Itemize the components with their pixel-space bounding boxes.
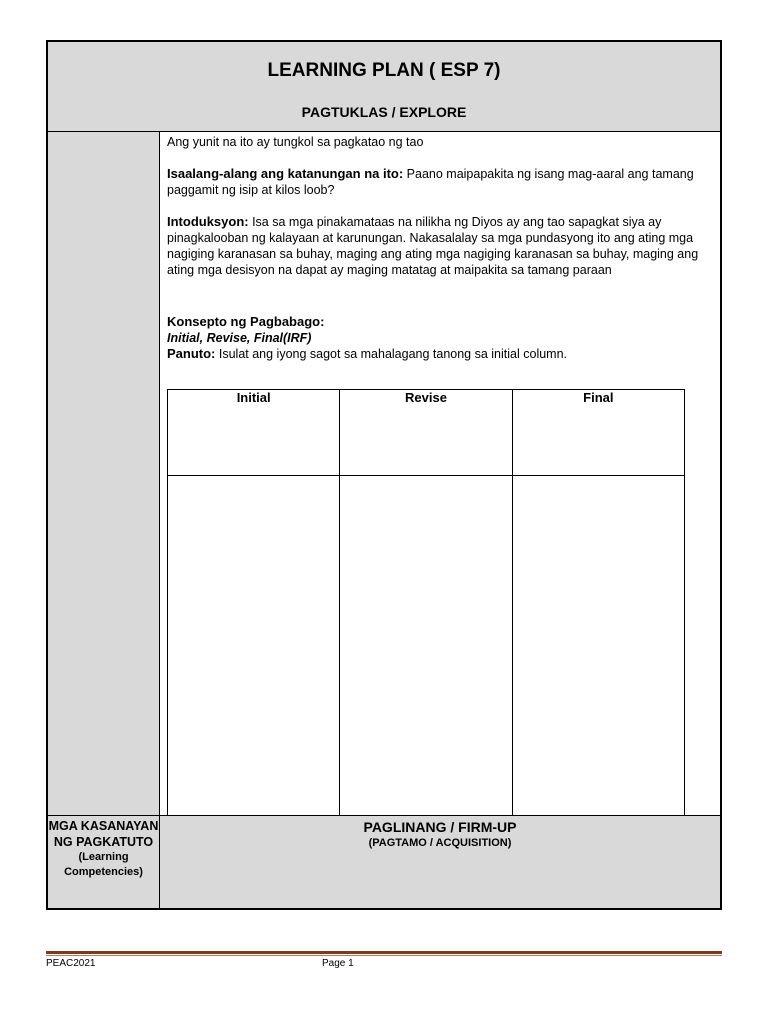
irf-answer-row [168, 476, 685, 816]
intro-paragraph [167, 214, 720, 278]
concept-sub: Initial, Revise, Final(IRF) [167, 331, 312, 345]
question-text: Paano maipapakita ng isang mag-aaral ang tamang paggamit ng isip at kilos loob? [167, 167, 694, 197]
page-number: Page 1 [322, 958, 354, 969]
learning-plan-frame [46, 40, 722, 910]
competencies-cell [48, 815, 160, 908]
concept-label: Konsepto ng Pagbabago: [167, 314, 325, 329]
competencies-label: MGA KASANAYAN NG PAGKATUTO [48, 819, 159, 849]
panuto-text: Isulat ang iyong sagot sa mahalagang tanong sa initial column. [215, 347, 568, 361]
footer-label: PEAC2021 [46, 958, 96, 969]
panuto-paragraph [167, 346, 720, 362]
irf-cell-revise[interactable] [340, 476, 512, 816]
intro-text: Isa sa mga pinakamataas na nilikha ng Diyos ay ang tao sapagkat siya ay pinagkalooban ng kalayaan at karunungan. Nakasalalay sa mga pundasyong ito ang ating mga nagiging karanasan sa buhay, maging ang ating mga nagiging karanasan sa buhay, maging ang ating mga desisyon na dapat ay maging matatag at maipakita sa tamang paraan [167, 215, 699, 277]
irf-col-initial: Initial [168, 390, 340, 476]
intro-label: Intoduksyon: [167, 214, 249, 229]
question-paragraph [167, 166, 720, 198]
plan-header [48, 42, 720, 132]
irf-cell-final[interactable] [512, 476, 684, 816]
page-title: LEARNING PLAN ( ESP 7) [267, 60, 501, 81]
irf-header-row [168, 390, 685, 476]
panuto-label: Panuto: [167, 346, 216, 361]
unit-intro: Ang yunit na ito ay tungkol sa pagkatao ng tao [167, 135, 424, 149]
irf-table [167, 389, 685, 816]
footer-divider-thin [46, 955, 722, 956]
firmup-subtitle: (PAGTAMO / ACQUISITION) [368, 837, 512, 849]
irf-col-final: Final [512, 390, 684, 476]
irf-col-revise: Revise [340, 390, 512, 476]
footer-divider [46, 951, 722, 954]
irf-cell-initial[interactable] [168, 476, 340, 816]
question-label: Isaalang-alang ang katanungan na ito: [167, 166, 404, 181]
left-column [48, 132, 160, 815]
competencies-sub: (Learning Competencies) [64, 851, 143, 878]
section-subtitle: PAGTUKLAS / EXPLORE [301, 104, 467, 120]
firmup-cell [160, 815, 720, 908]
firmup-title: PAGLINANG / FIRM-UP [363, 819, 517, 835]
